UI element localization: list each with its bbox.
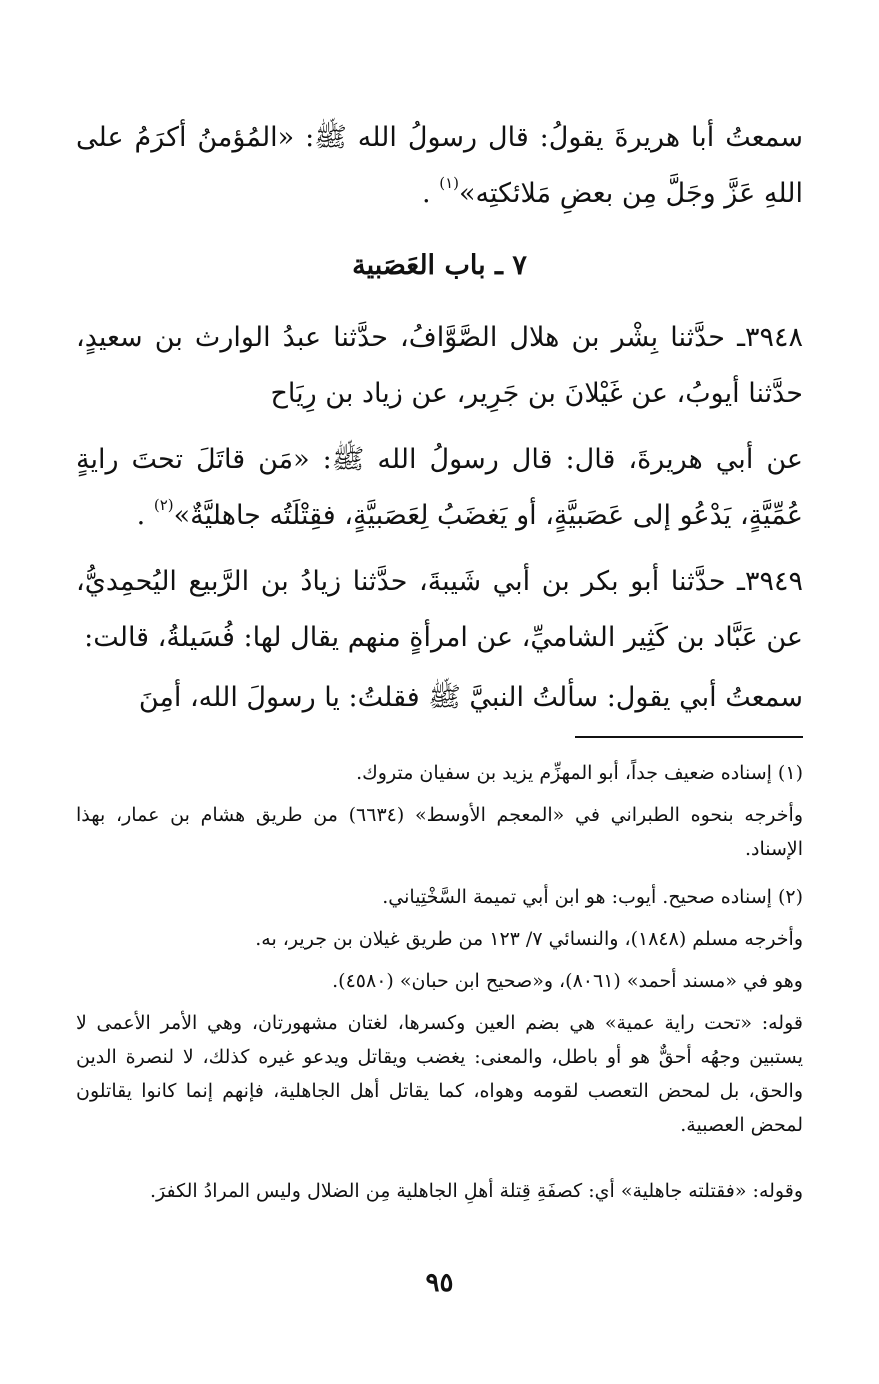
hadith-text-continuation bbox=[76, 110, 803, 222]
footnote-2-explanation-2: وقوله: «فقتلته جاهلية» أي: كصفَةِ قِتلة أهلِ الجاهلية مِن الضلال وليس المرادُ الكفرَ. bbox=[150, 1180, 803, 1202]
isnad-3948: ٣٩٤٨ـ حدَّثنا بِشْر بن هلال الصَّوَّافُ، حدَّثنا عبدُ الوارث بن سعيدٍ، حدَّثنا أيوبُ، عن غَيْلانَ بن جَرِير، عن زياد بن رِيَاح bbox=[76, 322, 803, 409]
page-number: ٩٥ bbox=[425, 1268, 454, 1298]
footnote-separator bbox=[575, 736, 803, 738]
footnote-2-explanation: قوله: «تحت راية عمية» هي بضم العين وكسرها، لغتان مشهورتان، وهي الأمر الأعمى لا يستبين وجهُه أحقٌّ هو أو باطل، والمعنى: يغضب ويقاتل ويدعو غيره كذلك، لا لنصرة الدين والحق، بل لمحض التعصب لقومه وهواه، كما يقاتل أهل الجاهلية، فإنهم إنما كانوا يقاتلون لمحض العصبية. bbox=[76, 1012, 803, 1136]
footnote-ref-2: (٢) bbox=[153, 496, 174, 514]
footnote-1: (١) إسناده ضعيف جداً، أبو المهزِّم يزيد بن سفيان متروك. bbox=[356, 762, 803, 784]
hadith-text: سمعتُ أبا هريرةَ يقولُ: قال رسولُ الله ﷺ: «المُؤمنُ أكرَمُ على اللهِ عَزَّ وجَلَّ مِن بعضِ مَلائكتِه» bbox=[76, 122, 803, 209]
sentence-end: . bbox=[136, 500, 154, 531]
hadith-text: عن أبي هريرةَ، قال: قال رسولُ الله ﷺ: «مَن قاتَلَ تحتَ رايةٍ عُمِّيَّةٍ، يَدْعُو إلى عَصَبيَّةٍ، أو يَغضَبُ لِعَصَبيَّةٍ، فقِتْلَتُه جاهليَّةٌ» bbox=[76, 444, 803, 531]
footnote-1-extra: وأخرجه بنحوه الطبراني في «المعجم الأوسط» (٦٦٣٤) من طريق هشام بن عمار، بهذا الإسناد. bbox=[76, 804, 803, 860]
footnote-ref-1: (١) bbox=[439, 174, 459, 192]
isnad-3949: ٣٩٤٩ـ حدَّثنا أبو بكر بن أبي شَيبةَ، حدَّثنا زيادُ بن الرَّبيع اليُحمِديُّ، عن عَبَّاد بن كَثِير الشاميِّ، عن امرأةٍ منهم يقال لها: فُسَيلةُ، قالت: bbox=[76, 566, 803, 653]
footnote-2-musnad: وهو في «مسند أحمد» (٨٠٦١)، و«صحيح ابن حبان» (٤٥٨٠). bbox=[332, 970, 803, 992]
footnote-2: (٢) إسناده صحيح. أيوب: هو ابن أبي تميمة السَّخْتِياني. bbox=[382, 886, 803, 908]
chapter-title: ٧ ـ باب العَصَبية bbox=[352, 250, 527, 281]
hadith-3948-text bbox=[76, 432, 803, 544]
sentence-end: . bbox=[422, 178, 440, 209]
footnote-2-takhrij: وأخرجه مسلم (١٨٤٨)، والنسائي ٧/ ١٢٣ من طريق غيلان بن جرير، به. bbox=[255, 928, 803, 950]
hadith-3949-text: سمعتُ أبي يقول: سألتُ النبيَّ ﷺ فقلتُ: يا رسولَ الله، أمِنَ bbox=[138, 682, 803, 713]
